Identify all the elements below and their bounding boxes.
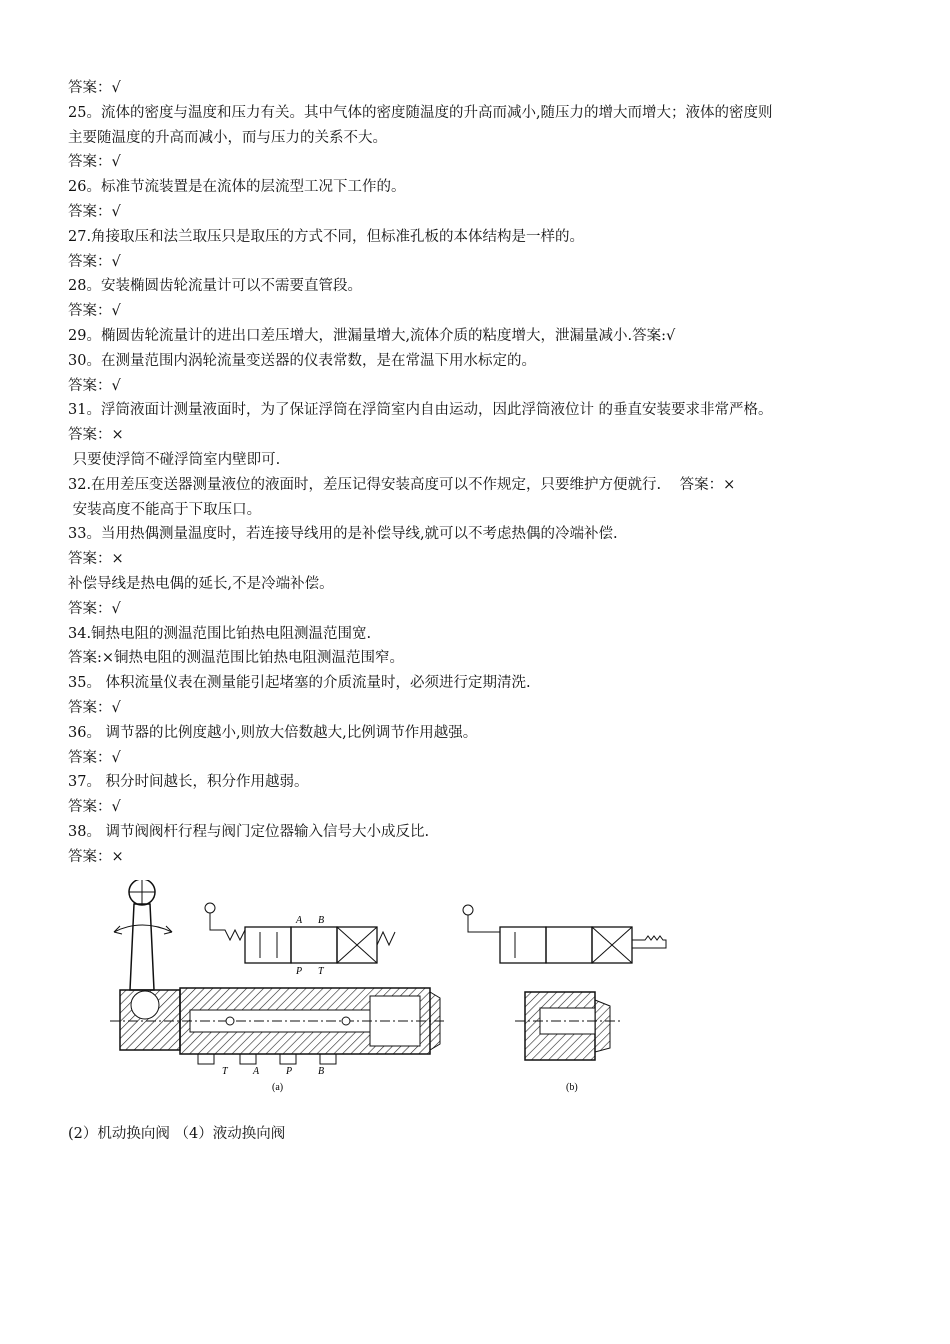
port-label: T: [222, 1066, 228, 1077]
figure-caption: (2）机动换向阀 （4）液动换向阀: [68, 1126, 286, 1142]
subfigure-label-a: (a): [272, 1082, 284, 1093]
text-line: 29。椭圆齿轮流量计的进出口差压增大，泄漏量增大,流体介质的粘度增大，泄漏量减小.答案:√: [68, 327, 676, 344]
text-line: 38。 调节阀阀杆行程与阀门定位器输入信号大小成反比.: [68, 823, 430, 840]
text-line: 答案：×: [68, 848, 124, 865]
port-label: P: [296, 966, 303, 977]
port-label: P: [286, 1066, 293, 1077]
text-line: 答案：√: [68, 154, 121, 171]
text-line: 补偿导线是热电偶的延长,不是冷端补偿。: [68, 575, 334, 592]
text-line: 37。 积分时间越长，积分作用越弱。: [68, 774, 309, 791]
text-line: 25。流体的密度与温度和压力有关。其中气体的密度随温度的升高而减小,随压力的增大而增大；液体的密度则: [68, 104, 773, 121]
port-label: B: [318, 1066, 325, 1077]
valve-body-section: [110, 988, 445, 1064]
text-line: 36。 调节器的比例度越小,则放大倍数越大,比例调节作用越强。: [68, 724, 478, 741]
subfigure-label-b: (b): [566, 1082, 578, 1093]
valve-diagram: [100, 880, 690, 1095]
text-line: 主要随温度的升高而减小，而与压力的关系不大。: [68, 129, 387, 146]
text-line: 答案：√: [68, 749, 121, 766]
text-line: 35。 体积流量仪表在测量能引起堵塞的介质流量时，必须进行定期清洗.: [68, 675, 531, 692]
valve-detail-b: [515, 992, 620, 1060]
lever-handle-icon: [114, 880, 172, 990]
text-line: 安装高度不能高于下取压口。: [68, 501, 262, 518]
text-line: 28。安装椭圆齿轮流量计可以不需要直管段。: [68, 278, 362, 295]
text-line: 答案：√: [68, 799, 121, 816]
port-label: T: [318, 966, 324, 977]
text-line: 答案:×铜热电阻的测温范围比铂热电阻测温范围窄。: [68, 650, 405, 667]
text-line: 33。当用热偶测量温度时，若连接导线用的是补偿导线,就可以不考虑热偶的冷端补偿.: [68, 526, 618, 543]
text-line: 31。浮筒液面计测量液面时，为了保证浮筒在浮筒室内自由运动，因此浮筒液位计 的垂直安装要求非常严格。: [68, 402, 773, 419]
text-line: 答案：×: [68, 551, 124, 568]
text-line: 只要使浮筒不碰浮筒室内壁即可.: [68, 451, 281, 468]
text-line: 26。标准节流装置是在流体的层流型工况下工作的。: [68, 179, 406, 196]
text-line: 答案：×: [68, 427, 124, 444]
valve-diagram-figure: [100, 880, 690, 1095]
valve-symbol-b: [463, 905, 666, 963]
text-line: 30。在测量范围内涡轮流量变送器的仪表常数，是在常温下用水标定的。: [68, 352, 536, 369]
text-line: 答案：√: [68, 377, 121, 394]
document-body: [68, 76, 898, 870]
text-line: 答案：√: [68, 600, 121, 617]
text-line: 32.在用差压变送器测量液位的液面时，差压记得安装高度可以不作规定，只要维护方便就行. 答案：×: [68, 476, 736, 493]
text-line: 答案：√: [68, 203, 121, 220]
port-label: A: [296, 915, 303, 926]
port-label: A: [253, 1066, 260, 1077]
text-line: 27.角接取压和法兰取压只是取压的方式不同，但标准孔板的本体结构是一样的。: [68, 228, 585, 245]
text-line: 34.铜热电阻的测温范围比铂热电阻测温范围宽.: [68, 625, 372, 642]
text-line: 答案：√: [68, 699, 121, 716]
valve-symbol-a: [205, 903, 395, 963]
port-label: B: [318, 915, 325, 926]
text-line: 答案：√: [68, 80, 121, 96]
text-line: 答案：√: [68, 253, 121, 270]
text-line: 答案：√: [68, 303, 121, 320]
